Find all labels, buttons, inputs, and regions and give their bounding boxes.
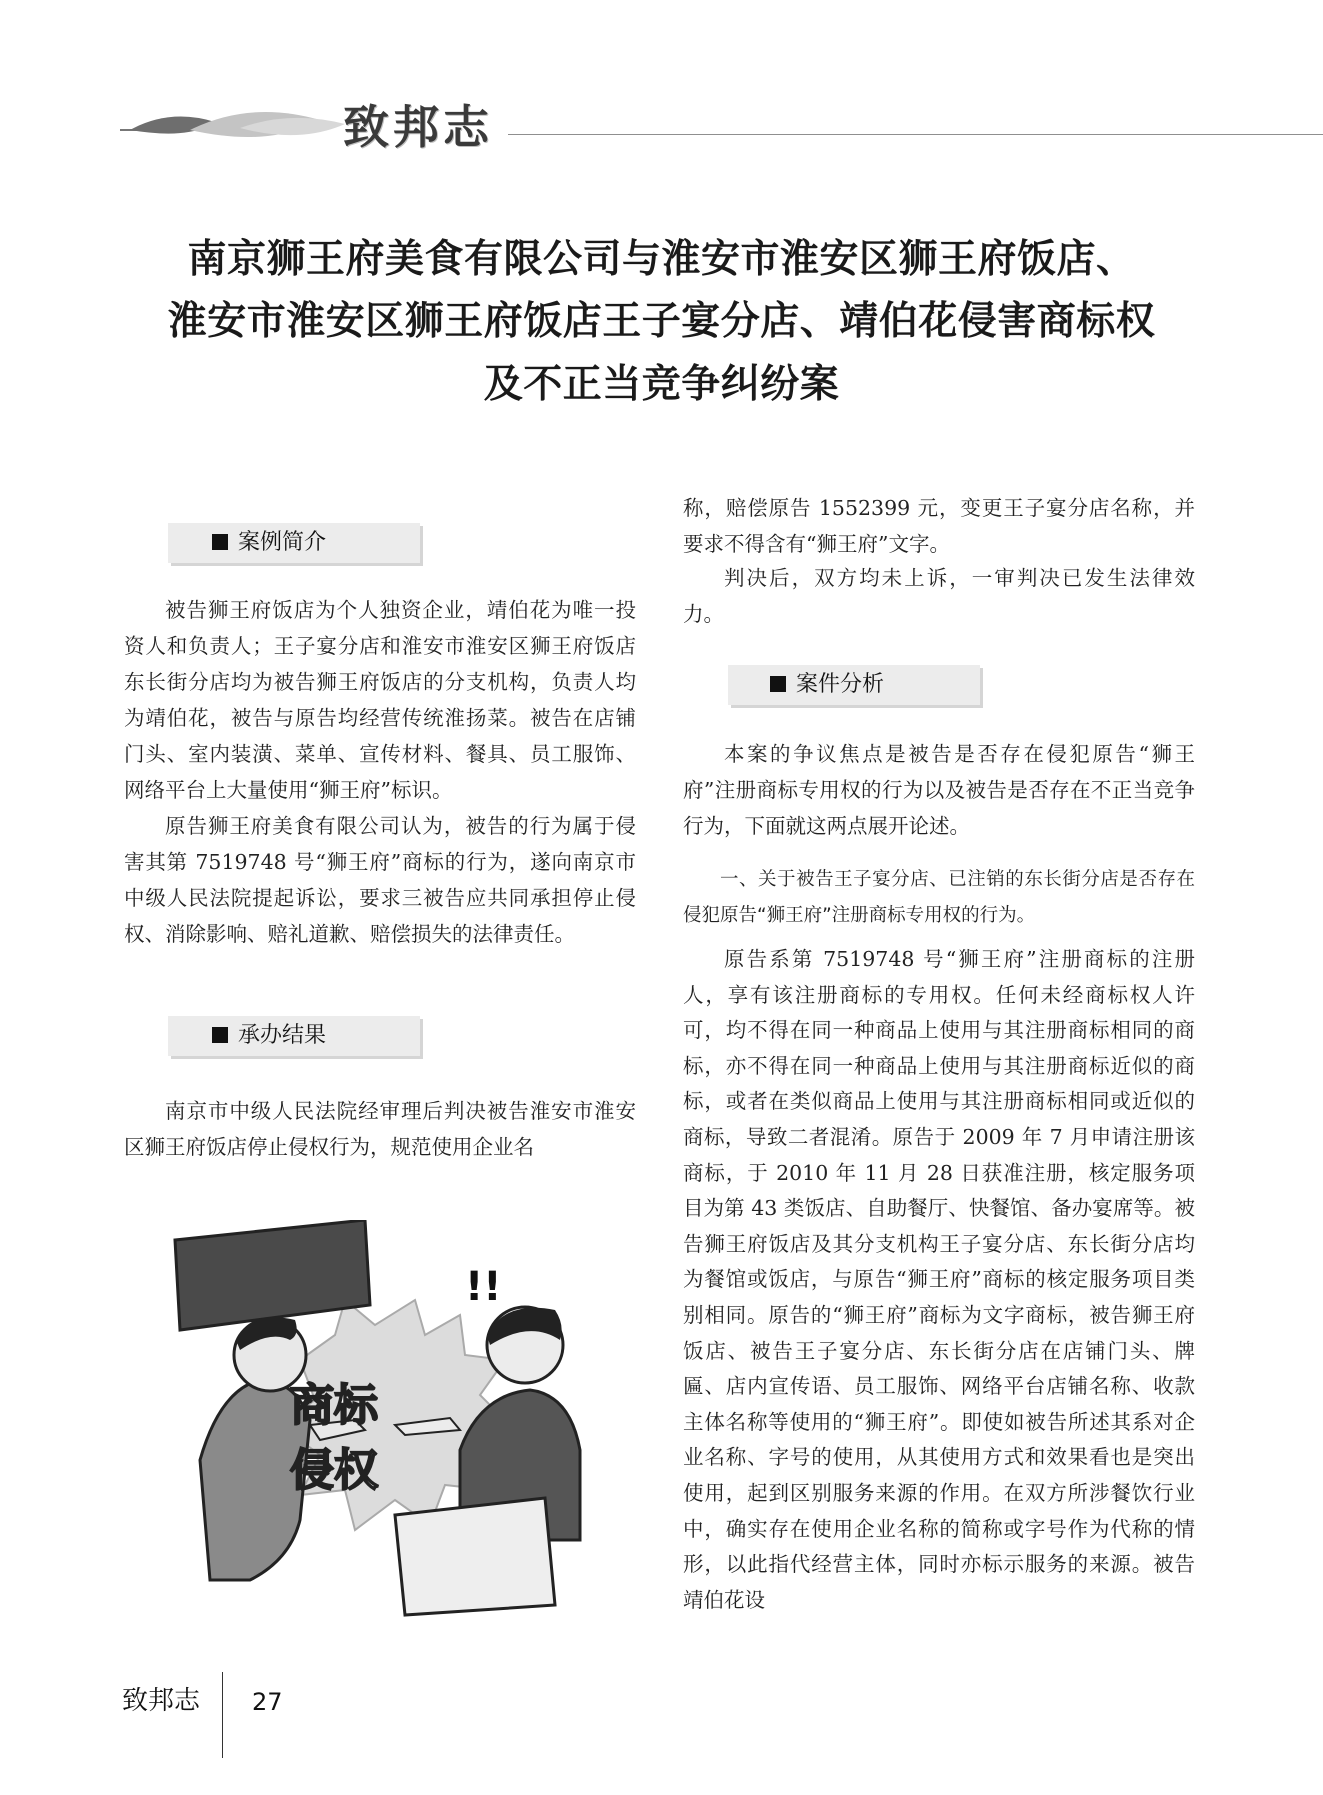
- section-heading-result: [212, 1025, 326, 1047]
- paragraph-result: 南京市中级人民法院经审理后判决被告淮安市淮安区狮王府饭店停止侵权行为，规范使用企业名: [124, 1099, 636, 1159]
- paragraph-judgment-continued: 称，赔偿原告 1552399 元，变更王子宴分店名称，并要求不得含有“狮王府”文字。: [683, 496, 1195, 556]
- illustration-word-infringement: 侵权: [290, 1445, 378, 1496]
- section-heading-analysis: [770, 674, 884, 696]
- paragraph-claim: 原告狮王府美食有限公司认为，被告的行为属于侵害其第 7519748 号“狮王府”商标的行为，遂向南京市中级人民法院提起诉讼，要求三被告应共同承担停止侵权、消除影响、赔礼道歉、赔偿损失的法律责任。: [124, 814, 636, 946]
- article-title-line-2: 淮安市淮安区狮王府饭店王子宴分店、靖伯花侵害商标权: [167, 298, 1156, 344]
- section-heading-intro: [212, 532, 326, 554]
- section-heading-analysis-label: 案件分析: [796, 672, 885, 697]
- square-bullet-icon: [770, 676, 786, 692]
- paragraph-judgment-effect: 判决后，双方均未上诉，一审判决已发生法律效力。: [683, 566, 1195, 626]
- article-title-line-3: 及不正当竞争纠纷案: [483, 361, 840, 407]
- paragraph-intro: 被告狮王府饭店为个人独资企业，靖伯花为唯一投资人和负责人；王子宴分店和淮安市淮安区狮王府饭店东长街分店均为被告狮王府饭店的分支机构，负责人均为靖伯花，被告与原告均经营传统淮扬菜。被告在店铺门头、室内装潢、菜单、宣传材料、餐具、员工服饰、网络平台上大量使用“狮王府”标识。: [124, 598, 636, 802]
- section-header-title: 致邦志: [343, 100, 493, 154]
- trademark-dispute-illustration: [160, 1220, 610, 1620]
- square-bullet-icon: [212, 534, 228, 550]
- leaf-ornament-icon: [120, 100, 350, 156]
- footer-publication-name: 致邦志: [122, 1686, 201, 1716]
- header-rule: [508, 134, 1323, 135]
- subheading-issue-one: 一、关于被告王子宴分店、已注销的东长街分店是否存在侵犯原告“狮王府”注册商标专用权的行为。: [683, 869, 1195, 926]
- section-heading-result-label: 承办结果: [238, 1023, 327, 1048]
- square-bullet-icon: [212, 1027, 228, 1043]
- page-number: 27: [252, 1688, 283, 1716]
- article-title-line-1: 南京狮王府美食有限公司与淮安市淮安区狮王府饭店、: [187, 236, 1136, 282]
- illustration-word-trademark: 商标: [290, 1380, 378, 1431]
- section-heading-intro-label: 案例简介: [238, 530, 327, 555]
- exclamation-mark: !!: [465, 1264, 502, 1310]
- paragraph-issue-one-body: 原告系第 7519748 号“狮王府”注册商标的注册人，享有该注册商标的专用权。任何未经商标权人许可，均不得在同一种商品上使用与其注册商标相同的商标，亦不得在同一种商品上使用与其注册商标近似的商标，或者在类似商品上使用与其注册商标相同或近似的商标，导致二者混淆。原告于 2009 年 7 月申请注册该商标，于 2010 年 11 月 28 日获准注册，核定服务项目为第 43 类饭店、自助餐厅、快餐馆、备办宴席等。被告狮王府饭店及其分支机构王子宴分店、东长街分店均为餐馆或饭店，与原告“狮王府”商标的核定服务项目类别相同。原告的“狮王府”商标为文字商标，被告狮王府饭店、被告王子宴分店、东长街分店在店铺门头、牌匾、店内宣传语、员工服饰、网络平台店铺名称、收款主体名称等使用的“狮王府”。即使如被告所述其系对企业名称、字号的使用，从其使用方式和效果看也是突出使用，起到区别服务来源的作用。在双方所涉餐饮行业中，确实存在使用企业名称的简称或字号作为代称的情形，以此指代经营主体，同时亦标示服务的来源。被告靖伯花设: [683, 947, 1195, 1612]
- footer-divider: [222, 1672, 223, 1758]
- paragraph-analysis-intro: 本案的争议焦点是被告是否存在侵犯原告“狮王府”注册商标专用权的行为以及被告是否存在不正当竞争行为，下面就这两点展开论述。: [683, 742, 1195, 838]
